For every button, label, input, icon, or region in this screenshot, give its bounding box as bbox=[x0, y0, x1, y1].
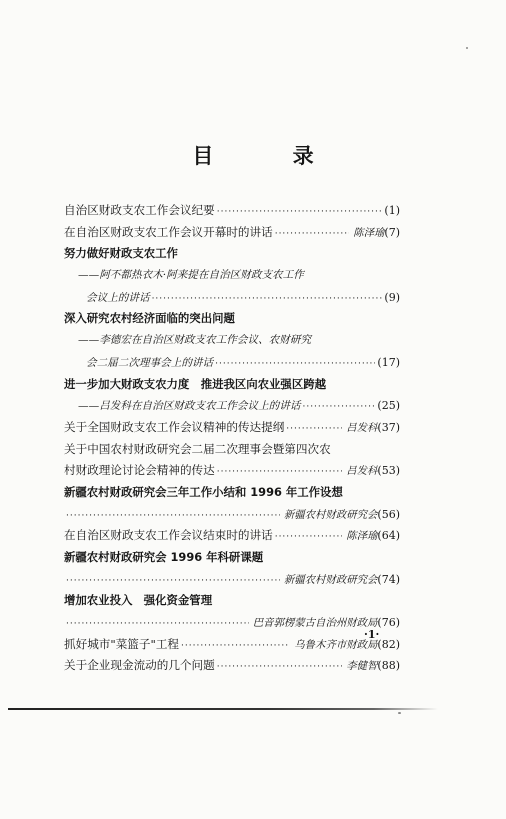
leader-dots bbox=[215, 354, 375, 374]
toc-entry-title: 增加农业投入 强化资金管理 bbox=[64, 593, 213, 608]
toc-entry bbox=[64, 525, 400, 547]
toc-entry-page: (74) bbox=[377, 572, 400, 586]
toc-entry-subtitle bbox=[64, 352, 400, 374]
toc-entry-author: 陈泽瑜 bbox=[353, 226, 385, 239]
toc-entry-title: 深入研究农村经济面临的突出问题 bbox=[64, 311, 235, 326]
toc-entry bbox=[64, 200, 400, 222]
toc-entry-page: (88) bbox=[377, 659, 400, 673]
bottom-rule bbox=[8, 708, 438, 710]
toc-entry-page: (9) bbox=[384, 290, 400, 304]
page-number: ·1· bbox=[364, 628, 380, 641]
toc-entry-page: (1) bbox=[384, 204, 400, 217]
toc-entry-author: 新疆农村财政研究会 bbox=[283, 573, 378, 586]
toc-entry bbox=[64, 482, 400, 504]
toc-entry-title: 新疆农村财政研究会 1996 年科研课题 bbox=[64, 550, 264, 564]
leader-dots bbox=[275, 224, 350, 244]
toc-entry-page: (64) bbox=[377, 529, 400, 543]
leader-dots bbox=[217, 462, 343, 482]
toc-entry bbox=[64, 439, 400, 461]
toc-entry-page: (53) bbox=[377, 464, 400, 478]
toc-entry-page: (25) bbox=[377, 399, 400, 413]
leader-dots bbox=[66, 614, 249, 634]
leader-dots bbox=[275, 527, 343, 547]
leader-dots bbox=[217, 657, 343, 677]
toc-entry-page: (7) bbox=[384, 225, 400, 239]
toc-entry-title: 关于企业现金流动的几个问题 bbox=[64, 658, 215, 673]
toc-entry bbox=[64, 655, 400, 677]
scan-speck bbox=[466, 47, 468, 49]
toc-entry bbox=[64, 222, 400, 244]
toc-entry-page: (56) bbox=[377, 507, 400, 521]
toc-entry-page: (82) bbox=[377, 637, 400, 651]
toc-entry bbox=[64, 308, 400, 330]
toc-entry-title: 会二届二次理事会上的讲话 bbox=[86, 356, 214, 369]
toc-entry bbox=[64, 504, 400, 526]
leader-dots bbox=[66, 506, 280, 526]
toc-entry bbox=[64, 634, 400, 656]
toc-entry bbox=[64, 460, 400, 482]
toc-entry bbox=[64, 547, 400, 569]
toc-entry-author: 巴音郭楞蒙古自治州财政局 bbox=[252, 617, 378, 630]
toc-entry-subtitle bbox=[64, 265, 400, 287]
toc-entry-title: 在自治区财政支农工作会议开幕时的讲话 bbox=[64, 224, 273, 239]
page-title: 目 录 bbox=[192, 144, 350, 168]
leader-dots bbox=[217, 202, 383, 222]
leader-dots bbox=[66, 571, 280, 591]
toc-entry bbox=[64, 612, 400, 634]
leader-dots bbox=[302, 397, 375, 417]
toc-entry-subtitle bbox=[64, 287, 400, 309]
table-of-contents bbox=[64, 200, 400, 677]
leader-dots bbox=[286, 419, 342, 439]
toc-entry-title: 在自治区财政支农工作会议结束时的讲话 bbox=[64, 528, 273, 543]
toc-entry-title: ——李德宏在自治区财政支农工作会议、农财研究 bbox=[78, 334, 312, 347]
toc-entry bbox=[64, 569, 400, 591]
toc-entry bbox=[64, 243, 400, 265]
leader-dots bbox=[152, 289, 383, 309]
toc-entry-page: (76) bbox=[377, 616, 400, 630]
toc-entry-title: 自治区财政支农工作会议纪要 bbox=[64, 203, 215, 217]
toc-entry-title: 抓好城市"菜篮子"工程 bbox=[64, 636, 180, 651]
toc-entry-title: 努力做好财政支农工作 bbox=[64, 246, 178, 261]
leader-dots bbox=[181, 636, 290, 656]
toc-entry-title: 村财政理论讨论会精神的传达 bbox=[64, 463, 215, 478]
toc-entry-author: 吕发科 bbox=[346, 465, 378, 478]
toc-entry bbox=[64, 417, 400, 439]
toc-entry-page: (17) bbox=[377, 355, 400, 369]
toc-entry-author: 吕发科 bbox=[346, 421, 378, 434]
toc-entry bbox=[64, 374, 400, 396]
toc-entry-author: 李健智 bbox=[346, 660, 378, 673]
toc-entry-title: 进一步加大财政支农力度 推进我区向农业强区跨越 bbox=[64, 376, 326, 391]
toc-entry-author: 新疆农村财政研究会 bbox=[283, 508, 378, 521]
toc-entry-author: 乌鲁木齐市财政局 bbox=[294, 638, 378, 651]
toc-entry-title: 关于全国财政支农工作会议精神的传达提纲 bbox=[64, 419, 285, 434]
toc-entry-title: 会议上的讲话 bbox=[86, 291, 150, 304]
toc-entry-page: (37) bbox=[377, 420, 400, 434]
toc-entry-title: 关于中国农村财政研究会二届二次理事会暨第四次农 bbox=[64, 441, 331, 456]
toc-entry-subtitle bbox=[64, 395, 400, 417]
toc-entry-title: 新疆农村财政研究会三年工作小结和 1996 年工作设想 bbox=[64, 484, 343, 499]
scan-speck bbox=[398, 712, 401, 714]
toc-entry-subtitle bbox=[64, 330, 400, 352]
toc-entry-title: ——吕发科在自治区财政支农工作会议上的讲话 bbox=[78, 400, 301, 413]
toc-entry-title: ——阿不都热衣木·阿来提在自治区财政支农工作 bbox=[78, 269, 304, 282]
toc-entry-author: 陈泽瑜 bbox=[346, 530, 378, 543]
toc-entry bbox=[64, 590, 400, 612]
